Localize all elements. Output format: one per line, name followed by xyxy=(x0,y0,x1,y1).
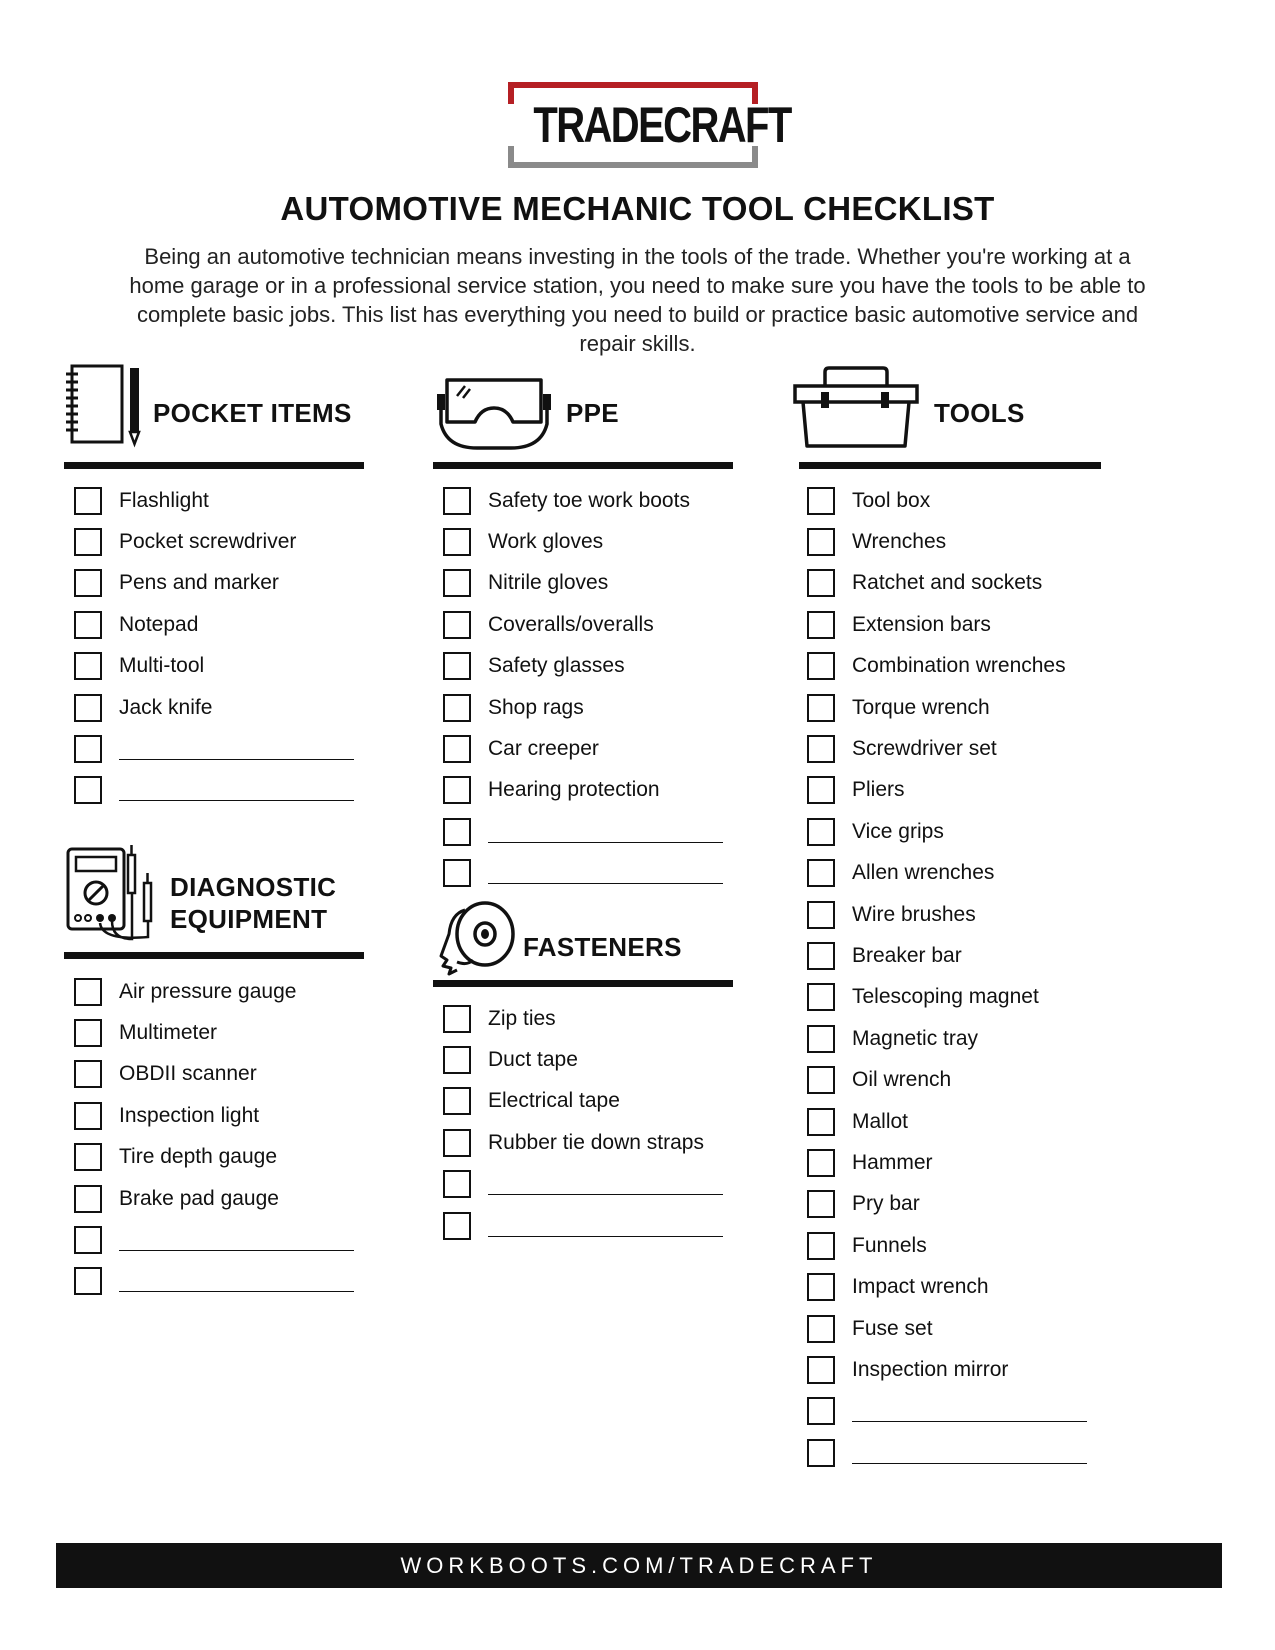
section-ppe xyxy=(433,360,733,802)
checkbox[interactable] xyxy=(74,528,102,556)
checklist-item xyxy=(74,1095,354,1136)
checkbox[interactable] xyxy=(74,1267,102,1295)
checklist-item xyxy=(807,604,1087,645)
checkbox[interactable] xyxy=(807,776,835,804)
checklist-item-label: Inspection light xyxy=(119,1103,260,1127)
checklist-item xyxy=(74,480,354,521)
checklist-item xyxy=(807,977,1087,1018)
checklist-item-label: Work gloves xyxy=(488,530,604,554)
checklist-item xyxy=(443,811,723,852)
section-title xyxy=(170,871,336,935)
checklist-item xyxy=(74,563,354,604)
checklist-item-label: Ratchet and sockets xyxy=(852,571,1043,595)
checklist-item-label: Nitrile gloves xyxy=(488,571,609,595)
checklist-item-label: Fuse set xyxy=(852,1316,933,1340)
checklist-item xyxy=(74,1178,354,1219)
blank-write-in-line[interactable] xyxy=(488,841,723,843)
checkbox[interactable] xyxy=(443,694,471,722)
checklist-item-label: Shop rags xyxy=(488,695,584,719)
checklist-item xyxy=(74,521,354,562)
blank-write-in-line[interactable] xyxy=(119,758,354,760)
checklist-item xyxy=(443,563,723,604)
checklist-item xyxy=(443,770,723,811)
checklist-item-label: Pliers xyxy=(852,778,905,802)
checkbox[interactable] xyxy=(807,818,835,846)
checkbox[interactable] xyxy=(807,983,835,1011)
checklist-item xyxy=(443,998,723,1039)
checkbox[interactable] xyxy=(807,1397,835,1425)
checkbox[interactable] xyxy=(807,1066,835,1094)
checklist-item xyxy=(443,1081,723,1122)
section-divider xyxy=(799,462,1101,469)
blank-write-in-line[interactable] xyxy=(852,1462,1087,1464)
section-title: PPE xyxy=(566,398,619,428)
checklist-item xyxy=(74,646,354,687)
checkbox[interactable] xyxy=(74,652,102,680)
checkbox[interactable] xyxy=(807,528,835,556)
checklist-item-label: Duct tape xyxy=(488,1048,578,1072)
checklist-item xyxy=(807,1142,1087,1183)
checklist xyxy=(74,480,354,811)
checkbox[interactable] xyxy=(74,1060,102,1088)
checklist-item-label: Combination wrenches xyxy=(852,654,1066,678)
notebook-pen-icon xyxy=(64,362,144,448)
blank-write-in-line[interactable] xyxy=(488,1193,723,1195)
checklist-item-label: Vice grips xyxy=(852,819,944,843)
checklist-item xyxy=(443,1164,723,1205)
multimeter-icon xyxy=(66,843,158,943)
checklist-item xyxy=(807,1184,1087,1225)
checkbox[interactable] xyxy=(443,569,471,597)
checkbox[interactable] xyxy=(807,735,835,763)
checklist-item xyxy=(807,1101,1087,1142)
checklist-item xyxy=(74,604,354,645)
section-divider xyxy=(64,462,364,469)
checklist-item xyxy=(807,1225,1087,1266)
checkbox[interactable] xyxy=(807,1356,835,1384)
checklist-item-label: Breaker bar xyxy=(852,943,962,967)
toolbox-icon xyxy=(791,364,921,452)
checklist-item xyxy=(807,894,1087,935)
checklist-item xyxy=(807,646,1087,687)
checklist-item-label: Hammer xyxy=(852,1150,933,1174)
checklist-item-label: Tool box xyxy=(852,488,931,512)
logo-text: TRADECRAFT xyxy=(533,97,791,153)
checklist-item-label: Pocket screwdriver xyxy=(119,530,297,554)
checkbox[interactable] xyxy=(443,1046,471,1074)
checkbox[interactable] xyxy=(807,1232,835,1260)
checkbox[interactable] xyxy=(807,859,835,887)
checklist-item xyxy=(443,728,723,769)
checklist-item xyxy=(74,1137,354,1178)
checkbox[interactable] xyxy=(443,776,471,804)
checklist-item-label: Hearing protection xyxy=(488,778,660,802)
section-title: FASTENERS xyxy=(523,932,682,962)
checklist-item xyxy=(807,480,1087,521)
checkbox[interactable] xyxy=(74,735,102,763)
checklist xyxy=(74,971,354,1302)
checkbox[interactable] xyxy=(443,652,471,680)
checklist-item-label: Funnels xyxy=(852,1233,927,1257)
checkbox[interactable] xyxy=(807,1108,835,1136)
checklist-item xyxy=(807,563,1087,604)
checkbox[interactable] xyxy=(443,1087,471,1115)
checklist-item xyxy=(807,521,1087,562)
checklist-item-label: Torque wrench xyxy=(852,695,990,719)
tape-roll-icon xyxy=(437,900,519,978)
checkbox[interactable] xyxy=(807,901,835,929)
checklist-item xyxy=(443,480,723,521)
checkbox[interactable] xyxy=(443,1129,471,1157)
checkbox[interactable] xyxy=(807,1315,835,1343)
section-divider xyxy=(433,980,733,987)
checklist-item xyxy=(443,1122,723,1163)
section-tools xyxy=(799,360,1101,1381)
checklist-item-label: Safety glasses xyxy=(488,654,625,678)
checklist-item xyxy=(807,811,1087,852)
checkbox[interactable] xyxy=(74,1019,102,1047)
checkbox[interactable] xyxy=(443,528,471,556)
checkbox[interactable] xyxy=(443,735,471,763)
checklist-item xyxy=(74,1261,354,1302)
checklist-item xyxy=(807,853,1087,894)
checklist-item-label: Wrenches xyxy=(852,530,947,554)
checklist-item-label: Flashlight xyxy=(119,488,209,512)
checklist-item-label: Magnetic tray xyxy=(852,1026,979,1050)
checklist-item xyxy=(74,770,354,811)
checkbox[interactable] xyxy=(74,1102,102,1130)
checklist-item xyxy=(807,1018,1087,1059)
checklist-item-label: Brake pad gauge xyxy=(119,1186,279,1210)
checklist-item-label: Air pressure gauge xyxy=(119,979,297,1003)
checklist-item-label: Inspection mirror xyxy=(852,1357,1009,1381)
checklist-item-label: Electrical tape xyxy=(488,1089,620,1113)
checklist-item-label: Zip ties xyxy=(488,1006,556,1030)
checkbox[interactable] xyxy=(443,1170,471,1198)
checklist-item xyxy=(74,1054,354,1095)
checklist-item xyxy=(807,1391,1087,1432)
section-diagnostic-equipment xyxy=(64,851,364,1210)
checkbox[interactable] xyxy=(74,1143,102,1171)
section-header xyxy=(64,851,364,961)
checklist-item xyxy=(443,521,723,562)
checklist-item xyxy=(443,687,723,728)
checkbox[interactable] xyxy=(807,611,835,639)
section-pocket-items xyxy=(64,360,364,719)
checkbox[interactable] xyxy=(443,1005,471,1033)
intro-paragraph: Being an automotive technician means investing in the tools of the trade. Whether you're working at a home garage or in a professional service station, you need to make sure you have the tools to be able to complete basic jobs. This list has everything you need to build or practice basic automotive service and repair skills. xyxy=(129,244,1146,356)
footer-bar xyxy=(56,1543,1222,1588)
checklist-item-label: Multimeter xyxy=(119,1021,218,1045)
blank-write-in-line[interactable] xyxy=(119,799,354,801)
footer-url[interactable]: WORKBOOTS.COM/TRADECRAFT xyxy=(400,1552,878,1578)
blank-write-in-line[interactable] xyxy=(852,1420,1087,1422)
document-title: AUTOMOTIVE MECHANIC TOOL CHECKLIST xyxy=(280,190,995,227)
checklist-item-label: Coveralls/overalls xyxy=(488,612,654,636)
checkbox[interactable] xyxy=(807,694,835,722)
section-header xyxy=(433,880,733,990)
checklist-item-label: Pens and marker xyxy=(119,571,279,595)
checklist-item xyxy=(807,1349,1087,1390)
checkbox[interactable] xyxy=(807,1273,835,1301)
section-title: POCKET ITEMS xyxy=(153,398,352,428)
checklist-item-label: Allen wrenches xyxy=(852,861,995,885)
checklist-item xyxy=(74,971,354,1012)
checklist-item xyxy=(74,728,354,769)
checklist xyxy=(807,480,1087,1473)
checklist-item xyxy=(443,604,723,645)
checkbox[interactable] xyxy=(74,694,102,722)
checklist-item xyxy=(807,728,1087,769)
checklist-item-label: Notepad xyxy=(119,612,199,636)
checklist-item xyxy=(807,687,1087,728)
section-header xyxy=(433,360,733,470)
section-header xyxy=(64,360,364,470)
checklist-item-label: Multi-tool xyxy=(119,654,205,678)
checklist-item-label: Screwdriver set xyxy=(852,737,997,761)
section-fasteners xyxy=(433,880,733,1154)
checkbox[interactable] xyxy=(807,487,835,515)
checkbox[interactable] xyxy=(807,1190,835,1218)
checklist-item-label: Rubber tie down straps xyxy=(488,1130,704,1154)
checkbox[interactable] xyxy=(807,569,835,597)
safety-goggles-icon xyxy=(437,374,551,452)
checklist-item-label: OBDII scanner xyxy=(119,1062,257,1086)
checkbox[interactable] xyxy=(807,1149,835,1177)
section-header xyxy=(799,360,1101,470)
checklist-item-label: Telescoping magnet xyxy=(852,985,1039,1009)
checkbox[interactable] xyxy=(807,1439,835,1467)
checkbox[interactable] xyxy=(443,611,471,639)
checklist-item xyxy=(807,1432,1087,1473)
checklist-item-label: Tire depth gauge xyxy=(119,1145,278,1169)
section-divider xyxy=(64,952,364,959)
checkbox[interactable] xyxy=(74,611,102,639)
checklist-item xyxy=(74,1012,354,1053)
checklist-item xyxy=(443,1039,723,1080)
checkbox[interactable] xyxy=(807,1025,835,1053)
checklist-item xyxy=(807,1266,1087,1307)
blank-write-in-line[interactable] xyxy=(488,1235,723,1237)
checklist-item-label: Oil wrench xyxy=(852,1068,952,1092)
checkbox[interactable] xyxy=(807,942,835,970)
checklist-item-label: Impact wrench xyxy=(852,1275,989,1299)
checklist-item-label: Jack knife xyxy=(119,695,213,719)
checkbox[interactable] xyxy=(74,487,102,515)
logo-bracket-bottom xyxy=(508,146,758,168)
checklist-item xyxy=(807,1308,1087,1349)
blank-write-in-line[interactable] xyxy=(119,1290,354,1292)
tradecraft-logo xyxy=(508,82,791,168)
checklist-item xyxy=(74,1219,354,1260)
checklist xyxy=(443,998,723,1246)
checklist-item xyxy=(807,1059,1087,1100)
checkbox[interactable] xyxy=(443,487,471,515)
checklist-item-label: Safety toe work boots xyxy=(488,488,690,512)
checkbox[interactable] xyxy=(807,652,835,680)
section-divider xyxy=(433,462,733,469)
section-title-line-1: DIAGNOSTIC xyxy=(170,872,337,902)
checkbox[interactable] xyxy=(443,1212,471,1240)
checklist-item xyxy=(807,935,1087,976)
checklist-item-label: Wire brushes xyxy=(852,902,976,926)
checklist xyxy=(443,480,723,894)
checkbox[interactable] xyxy=(443,818,471,846)
checkbox[interactable] xyxy=(74,1226,102,1254)
checkbox[interactable] xyxy=(74,1185,102,1213)
checklist-item-label: Mallot xyxy=(852,1109,909,1133)
checklist-item xyxy=(443,646,723,687)
checkbox[interactable] xyxy=(74,776,102,804)
checkbox[interactable] xyxy=(74,569,102,597)
checklist-item-label: Car creeper xyxy=(488,737,599,761)
blank-write-in-line[interactable] xyxy=(119,1249,354,1251)
checklist-item xyxy=(807,770,1087,811)
checklist-item-label: Extension bars xyxy=(852,612,991,636)
section-title: TOOLS xyxy=(934,398,1025,428)
checklist-item xyxy=(74,687,354,728)
checklist-item-label: Pry bar xyxy=(852,1192,920,1216)
checklist-item xyxy=(443,1205,723,1246)
checkbox[interactable] xyxy=(74,978,102,1006)
section-title-line-2: EQUIPMENT xyxy=(170,904,328,934)
